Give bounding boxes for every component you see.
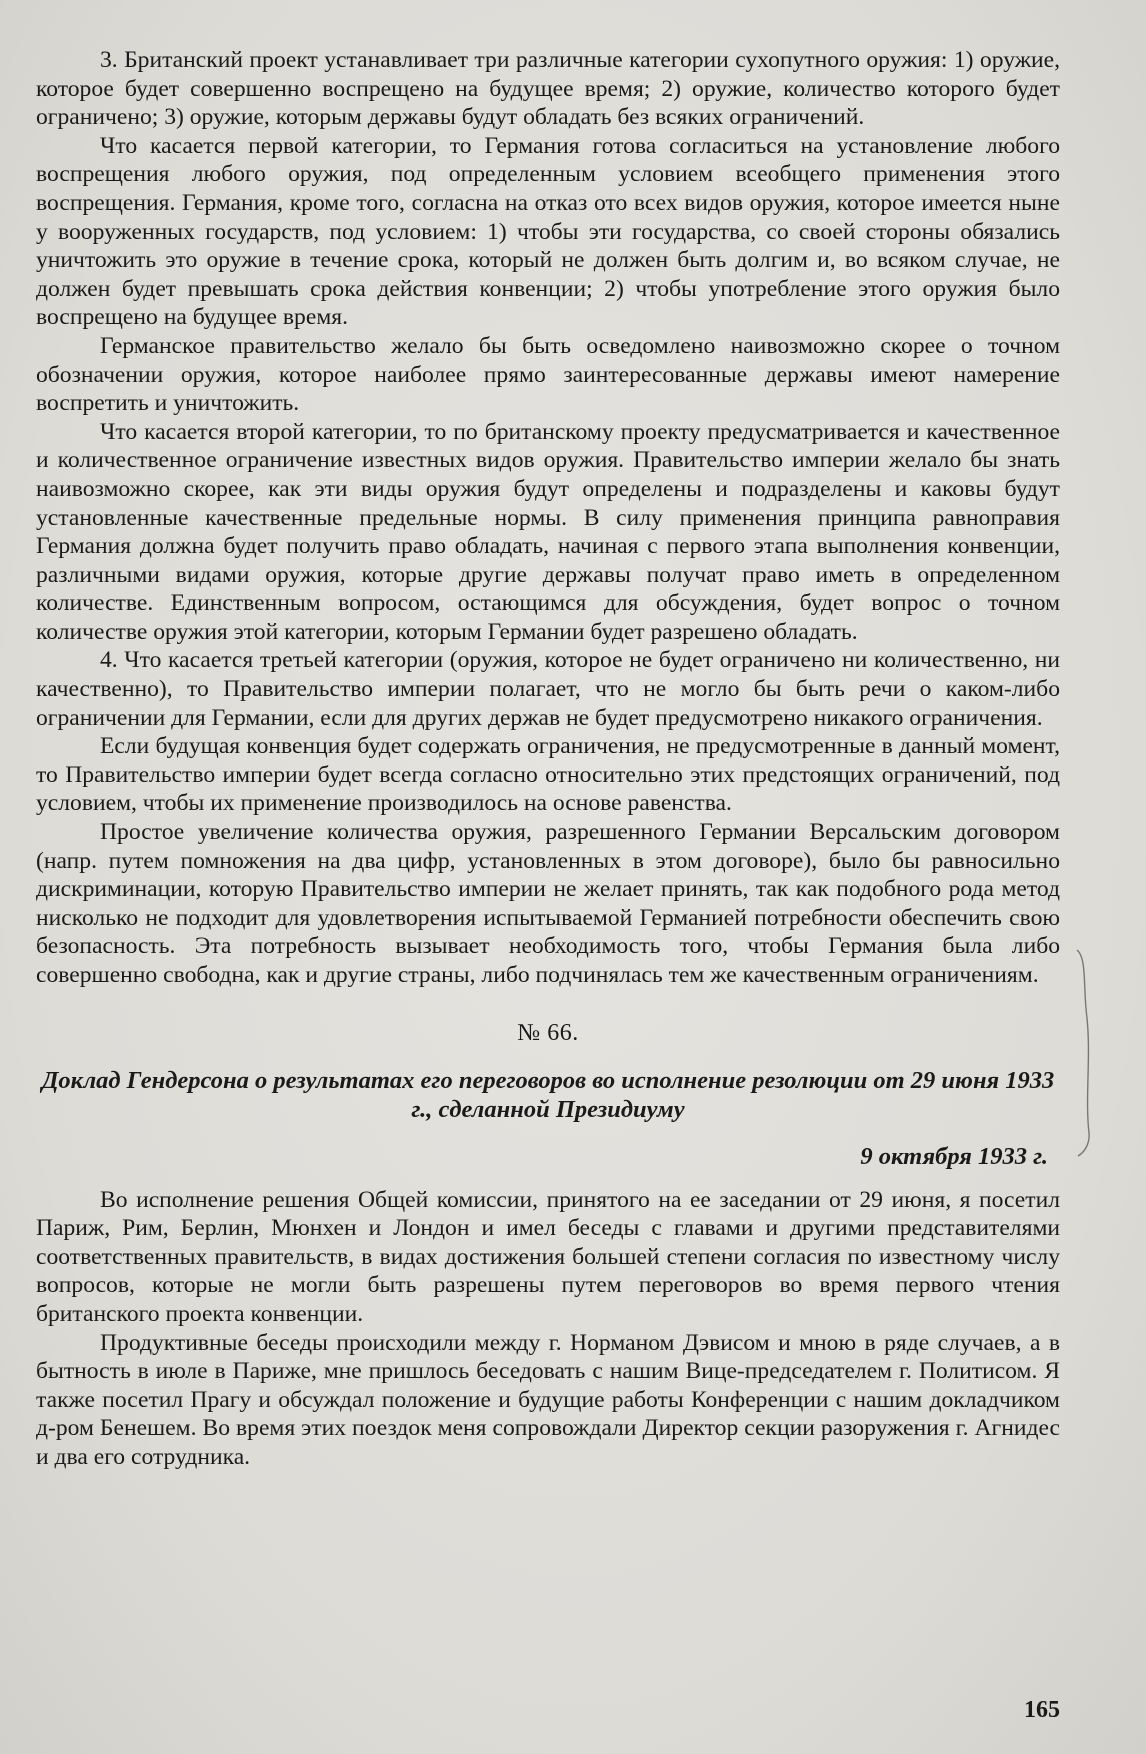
paragraph: Что касается первой категории, то Германия готова согласиться на установление любого воспрещения любого оружия, под определенным условием всеобщего применения этого воспрещения. Германия, кроме того, согласна на отказ ото всех видов оружия, которое имеется ныне у вооруженных государств, под условием: 1) чтобы эти государства, со своей стороны обязались уничтожить это оружие в течение срока, который не должен быть долгим и, во всяком случае, не должен будет превышать срока действия конвенции; 2) чтобы употребление этого оружия было воспрещено на будущее время. (36, 132, 1060, 331)
margin-bracket-mark (1075, 948, 1095, 1158)
paragraph: Если будущая конвенция будет содержать ограничения, не предусмотренные в данный момент, то Правительство империи будет всегда согласно относительно этих предстоящих ограничений, под условием, чтобы их применение производилось на основе равенства. (36, 733, 1060, 817)
document-number: № 66. (517, 1019, 579, 1046)
paragraph: 4. Что касается третьей категории (оружия, которое не будет ограничено ни количественно, ни качественно), то Правительство империи полагает, что не могло бы быть речи о каком-либо ограничении для Германии, если для других держав не будет предусмотрено никакого ограничения. (36, 647, 1060, 731)
paragraph: Германское правительство желало бы быть осведомлено наивозможно скорее о точном обозначении оружия, которое наиболее прямо заинтересованные державы имеют намерение воспретить и уничтожить. (36, 332, 1060, 417)
text-column (36, 46, 1060, 1472)
paragraph: Что касается второй категории, то по британскому проекту предусматривается и качественное и количественное ограничение известных видов оружия. Правительство империи желало бы знать наивозможно скорее, как эти виды оружия будут определены и подразделены и каковы будут установленные качественные предельные нормы. В силу применения принципа равноправия Германия должна будет получить право обладать, начиная с первого этапа выполнения конвенции, различными видами оружия, которые другие державы получат право иметь в определенном количестве. Единственным вопросом, остающимся для обсуждения, будет вопрос о точном количестве оружия этой категории, которым Германии будет разрешено обладать. (36, 418, 1060, 645)
paragraph: 3. Британский проект устанавливает три различные категории сухопутного оружия: 1) оружие, которое будет совершенно воспрещено на будущее время; 2) оружие, количество которого будет ограничено; 3) оружие, которым державы будут обладать без всяких ограничений. (36, 47, 1060, 131)
document-title: Доклад Гендерсона о результатах его переговоров во исполнение резолюции от 29 июня 1933 г., сделанной Президиуму (41, 1066, 1055, 1123)
paragraph: Во исполнение решения Общей комиссии, принятого на ее заседании от 29 июня, я посетил Париж, Рим, Берлин, Мюнхен и Лондон и имел беседы с главами и другими представителями соответственных правительств, в видах достижения большей степени согласия по известному числу вопросов, которые не могли быть разрешены путем переговоров во время первого чтения британского проекта конвенции. (36, 1186, 1060, 1327)
document-date: 9 октября 1933 г. (860, 1142, 1048, 1170)
page-number: 165 (1024, 1697, 1060, 1723)
paragraph: Продуктивные беседы происходили между г. Норманом Дэвисом и мною в ряде случаев, а в бытность в июле в Париже, мне пришлось беседовать с нашим Вице-председателем г. Политисом. Я также посетил Прагу и обсуждал положение и будущие работы Конференции с нашим докладчиком д-ром Бенешем. Во время этих поездок меня сопровождали Директор секции разоружения г. Агнидес и два его сотрудника. (36, 1329, 1060, 1470)
paragraph: Простое увеличение количества оружия, разрешенного Германии Версальским договором (напр. путем помножения на два цифр, установленных в этом договоре), было бы равносильно дискриминации, которую Правительство империи не желает принять, так как подобного рода метод нисколько не подходит для удовлетворения испытываемой Германией потребности обеспечить свою безопасность. Эта потребность вызывает необходимость того, чтобы Германия была либо совершенно свободна, как и другие страны, либо подчинялась тем же качественным ограничениям. (36, 819, 1060, 988)
